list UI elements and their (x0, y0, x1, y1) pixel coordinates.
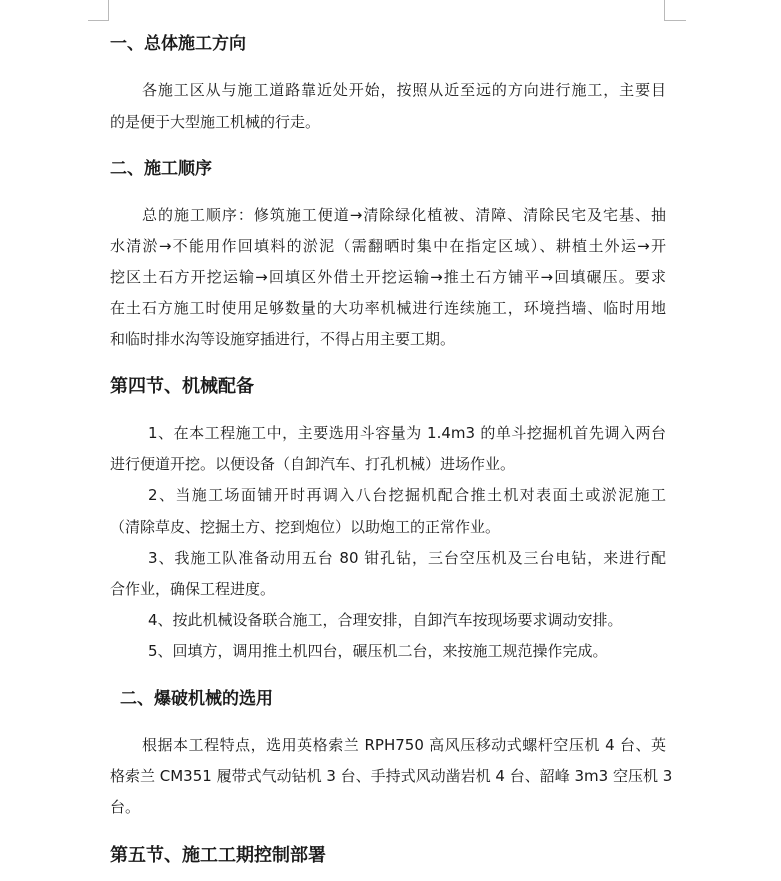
heading-machinery-allocation: 第四节、机械配备 (110, 376, 254, 397)
paragraph-line: 的是便于大型施工机械的行走。 (110, 113, 321, 131)
list-item-line: 进行便道开挖。以便设备（自卸汽车、打孔机械）进场作业。 (110, 455, 516, 473)
heading-schedule-control: 第五节、施工工期控制部署 (110, 845, 326, 866)
list-item-line: 3、我施工队准备动用五台 80 钳孔钻，三台空压机及三台电钻，来进行配 (148, 549, 666, 567)
heading-overall-direction: 一、总体施工方向 (110, 34, 246, 54)
paragraph-line: 根据本工程特点，选用英格索兰 RPH750 高风压移动式螺杆空压机 4 台、英 (142, 736, 666, 754)
paragraph-line: 格索兰 CM351 履带式气动钻机 3 台、手持式风动凿岩机 4 台、韶峰 3m3 空压机 3 (110, 767, 673, 785)
list-item-line: 合作业，确保工程进度。 (110, 580, 276, 598)
crop-mark-top-right (664, 20, 686, 21)
list-item-line: 1、在本工程施工中，主要选用斗容量为 1.4m3 的单斗挖掘机首先调入两台 (148, 424, 666, 442)
crop-mark-top-left (108, 0, 109, 20)
crop-mark-top-left (88, 20, 109, 21)
list-item-line: 2、当施工场面铺开时再调入八台挖掘机配合推土机对表面土或淤泥施工 (148, 486, 666, 504)
paragraph-line: 各施工区从与施工道路靠近处开始，按照从近至远的方向进行施工，主要目 (142, 81, 666, 99)
heading-construction-sequence: 二、施工顺序 (110, 159, 212, 179)
list-item-line: （清除草皮、挖掘土方、挖到炮位）以助炮工的正常作业。 (110, 518, 501, 536)
paragraph-line: 和临时排水沟等设施穿插进行，不得占用主要工期。 (110, 330, 456, 348)
paragraph-line: 水清淤→不能用作回填料的淤泥（需翻晒时集中在指定区域）、耕植土外运→开 (110, 237, 666, 255)
list-item-line: 5、回填方，调用推土机四台，碾压机二台，来按施工规范操作完成。 (148, 642, 608, 660)
list-item-line: 4、按此机械设备联合施工，合理安排，自卸汽车按现场要求调动安排。 (148, 611, 623, 629)
paragraph-line: 台。 (110, 798, 141, 816)
paragraph-line: 总的施工顺序：修筑施工便道→清除绿化植被、清障、清除民宅及宅基、抽 (142, 206, 666, 224)
paragraph-line: 挖区土石方开挖运输→回填区外借土开挖运输→推土石方铺平→回填碾压。要求 (110, 268, 666, 286)
crop-mark-top-right (664, 0, 665, 20)
heading-blasting-machinery: 二、爆破机械的选用 (120, 689, 273, 709)
paragraph-line: 在土石方施工时使用足够数量的大功率机械进行连续施工，环境挡墙、临时用地 (110, 299, 666, 317)
